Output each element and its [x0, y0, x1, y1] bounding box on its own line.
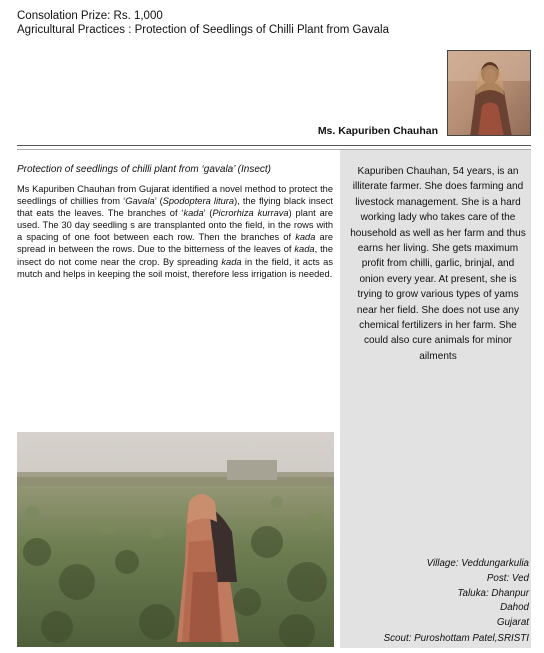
latin-name: Spodoptera litura [162, 196, 235, 207]
taluka: Taluka: Dhanpur [457, 587, 529, 599]
location-block [427, 557, 529, 631]
village: Village: Veddungarkulia [426, 558, 529, 569]
article-body [17, 183, 333, 280]
divider-top [17, 145, 531, 146]
post: Post: Ved [486, 572, 529, 584]
page-header [17, 9, 389, 37]
district: Dahod [500, 602, 529, 614]
innovator-portrait [447, 50, 531, 136]
body-text: ) plant are used. The 30 day seedling s are transplanted onto the field, in the rows with a spacing of one foot between each row. Then the branches of [17, 208, 334, 243]
category-line: Agricultural Practices : Protection of Seedlings of Chilli Plant from Gavala [17, 24, 389, 36]
latin-name: Picrorhiza kurrava [212, 208, 289, 219]
state: Gujarat [496, 617, 529, 629]
prize-line: Consolation Prize: Rs. 1,000 [17, 10, 163, 22]
article-subtitle: Protection of seedlings of chilli plant from ‘gavala’ (Insect) [17, 164, 272, 175]
scout-credit: Scout: Puroshottam Patel,SRISTI [383, 633, 529, 644]
body-text: in the field, it acts as mutch and helps in keeping the soil moist, therefore less irrigation is needed. [17, 256, 333, 279]
body-text: ’ ( [203, 208, 213, 219]
term-kada: kada [295, 232, 316, 243]
body-text: , the insect do not come near the crop. By spreading [17, 244, 333, 267]
term-kada: kada [183, 208, 204, 219]
term-gavala: Gavala [125, 196, 155, 207]
term-kada: kada [221, 256, 242, 267]
body-text: ), the flying black insect that eats the leaves. The branches of ‘ [17, 196, 333, 219]
body-text: Ms Kapuriben Chauhan from Gujarat identified a novel method to protect the seedlings of chillies from ‘ [17, 184, 333, 207]
bio-text: Kapuriben Chauhan, 54 years, is an illiterate farmer. She does farming and livestock management. She is a hard working lady who takes care of the household as well as her farm and thus earns her living. She gets maximum profit from chilli, garlic, brinjal, and onion every year. At present, she is trying to grow various types of yams near her field. She does not use any chemical fertilizers in her farm. She could also cure animals for minor ailments [350, 166, 526, 362]
term-kada: kada [294, 244, 315, 255]
innovator-name: Ms. Kapuriben Chauhan [317, 125, 438, 137]
field-photo [17, 432, 334, 647]
body-text: are spread in between the rows. Due to the bitterness of the leaves of [17, 232, 333, 255]
body-text: ’ ( [154, 196, 163, 207]
